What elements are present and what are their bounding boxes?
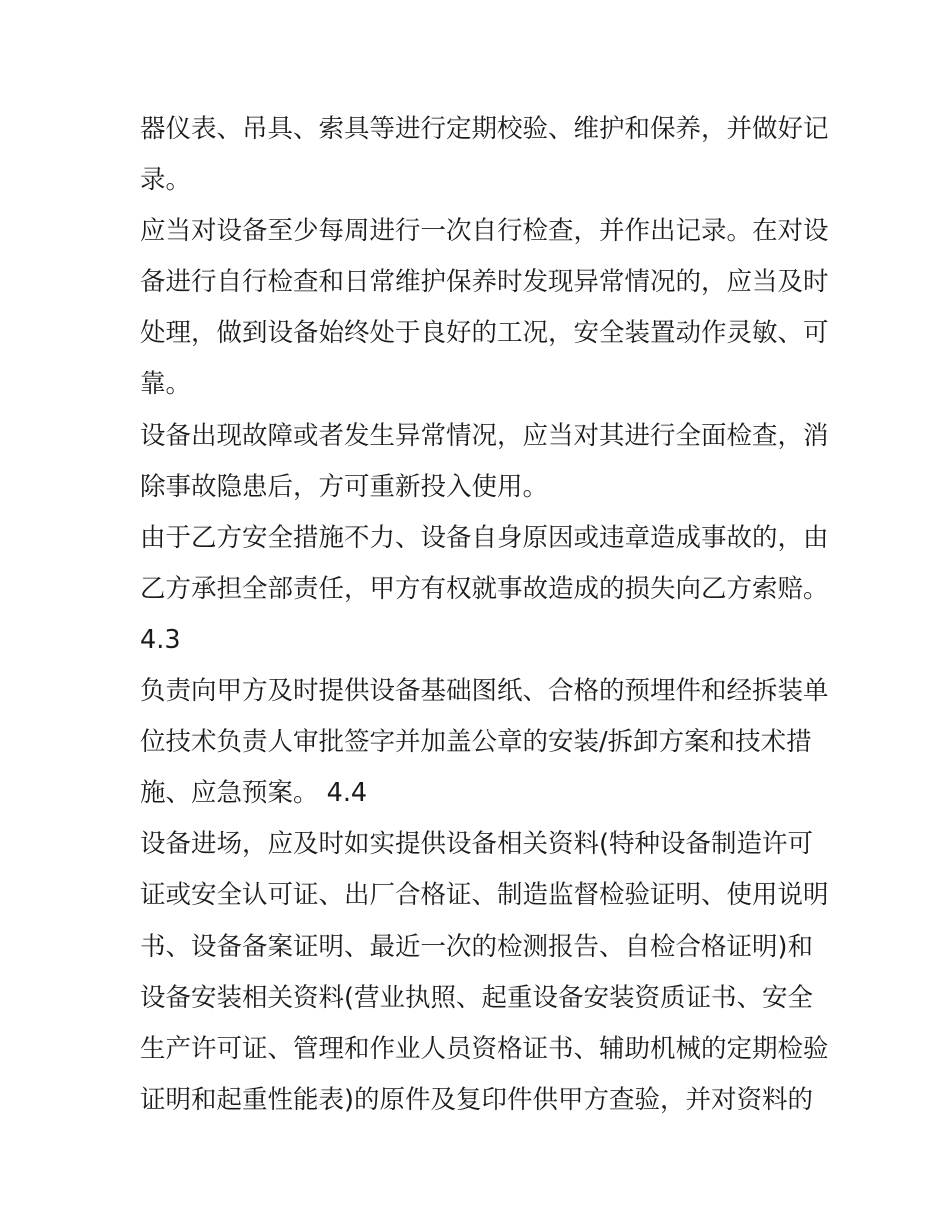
text-line: 器仪表、吊具、索具等进行定期校验、维护和保养，并做好记	[140, 114, 829, 144]
text-line: 证明和起重性能表)的原件及复印件供甲方查验，并对资料的	[140, 1084, 813, 1115]
text-line: 处理，做到设备始终处于良好的工况，安全装置动作灵敏、可	[140, 318, 829, 349]
text-line: 乙方承担全部责任，甲方有权就事故造成的损失向乙方索赔。	[140, 573, 829, 604]
section-number: 4.3	[140, 624, 181, 655]
text-line: 除事故隐患后，方可重新投入使用。	[140, 471, 549, 502]
text-line: 由于乙方安全措施不力、设备自身原因或违章造成事故的，由	[140, 522, 829, 553]
text-line: 施、应急预案。 4.4	[140, 778, 368, 809]
text-line: 证或安全认可证、出厂合格证、制造监督检验证明、使用说明	[140, 880, 829, 911]
text-line: 设备安装相关资料(营业执照、起重设备安装资质证书、安全	[140, 982, 813, 1013]
text-line: 书、设备备案证明、最近一次的检测报告、自检合格证明)和	[140, 931, 813, 962]
document-body	[140, 104, 840, 1126]
text-line: 应当对设备至少每周进行一次自行检查，并作出记录。在对设	[140, 216, 829, 247]
text-line: 设备出现故障或者发生异常情况，应当对其进行全面检查，消	[140, 420, 829, 451]
text-line: 位技术负责人审批签字并加盖公章的安装/拆卸方案和技术措	[140, 727, 812, 758]
text-line: 录。	[140, 165, 192, 196]
text-line: 备进行自行检查和日常维护保养时发现异常情况的，应当及时	[140, 267, 829, 298]
text-line: 靠。	[140, 369, 192, 400]
text-line: 设备进场，应及时如实提供设备相关资料(特种设备制造许可	[140, 829, 813, 860]
text-line: 负责向甲方及时提供设备基础图纸、合格的预埋件和经拆装单	[140, 676, 829, 707]
text-line: 生产许可证、管理和作业人员资格证书、辅助机械的定期检验	[140, 1033, 829, 1064]
